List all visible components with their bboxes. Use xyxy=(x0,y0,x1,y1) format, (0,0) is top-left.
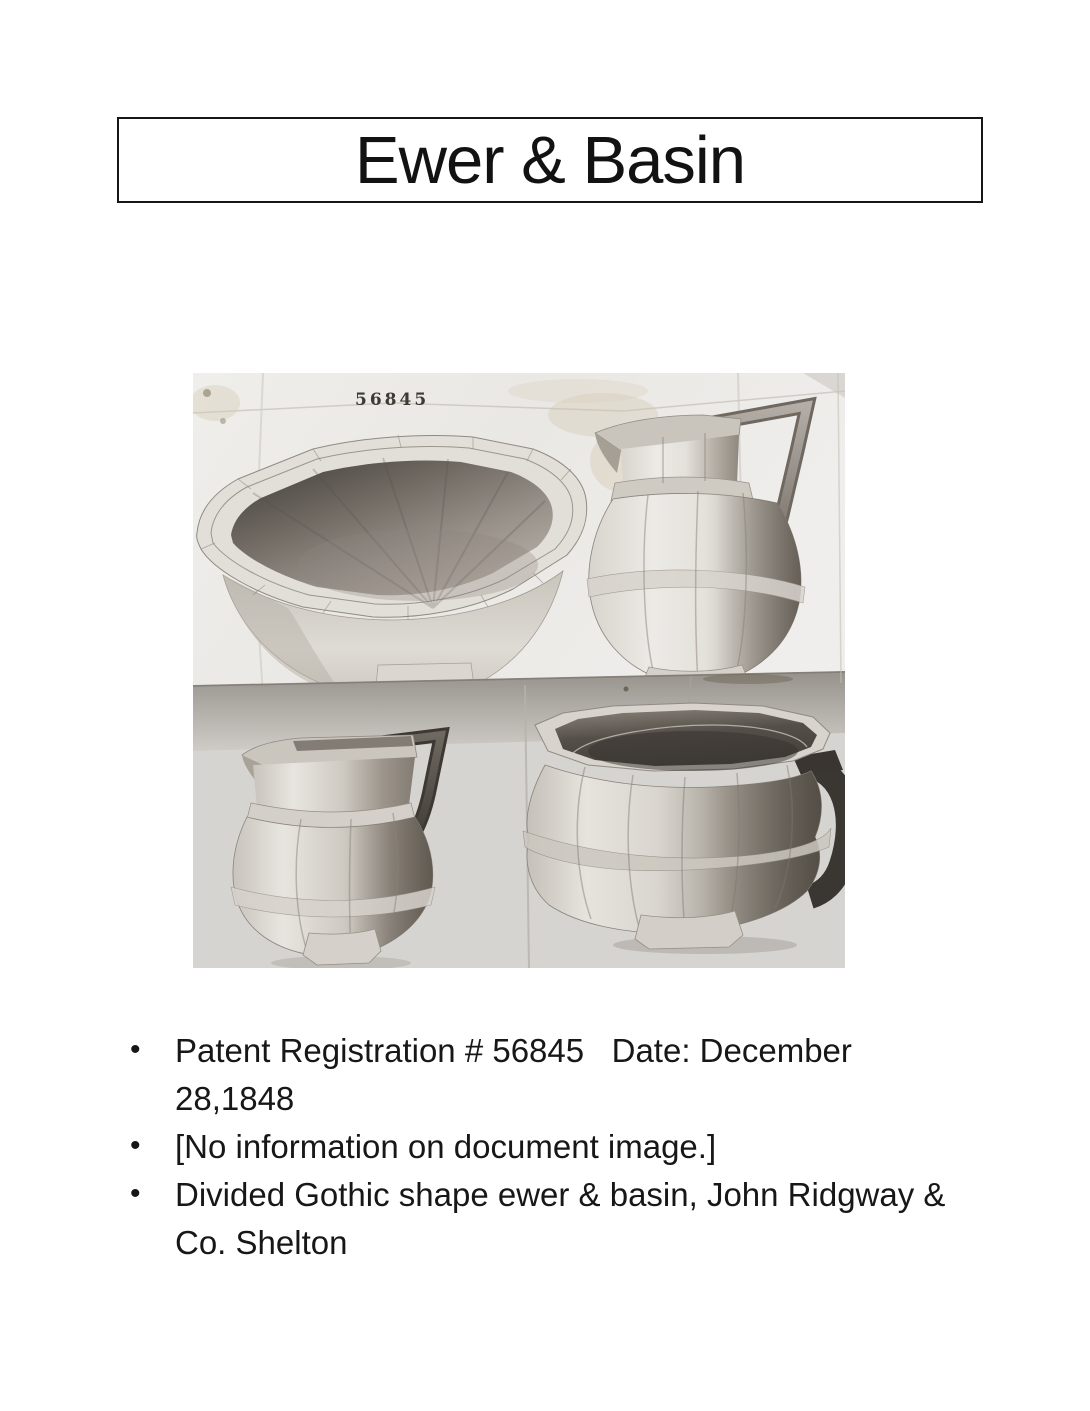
bullet-item-no-info xyxy=(130,1123,975,1171)
bullet-text: [No information on document image.] xyxy=(175,1128,717,1165)
page-title: Ewer & Basin xyxy=(354,122,746,198)
bullet-list xyxy=(130,1027,975,1267)
bullet-item-patent xyxy=(130,1027,975,1123)
title-box xyxy=(117,117,983,203)
patent-document-photo xyxy=(193,373,845,968)
document-photo-svg xyxy=(193,373,845,968)
bullet-item-description xyxy=(130,1171,975,1267)
bullet-text: Patent Registration # 56845 Date: December 28,1848 xyxy=(175,1032,862,1117)
stamp-number: 56845 xyxy=(355,390,430,410)
bullet-text: Divided Gothic shape ewer & basin, John Ridgway & Co. Shelton xyxy=(175,1176,955,1261)
